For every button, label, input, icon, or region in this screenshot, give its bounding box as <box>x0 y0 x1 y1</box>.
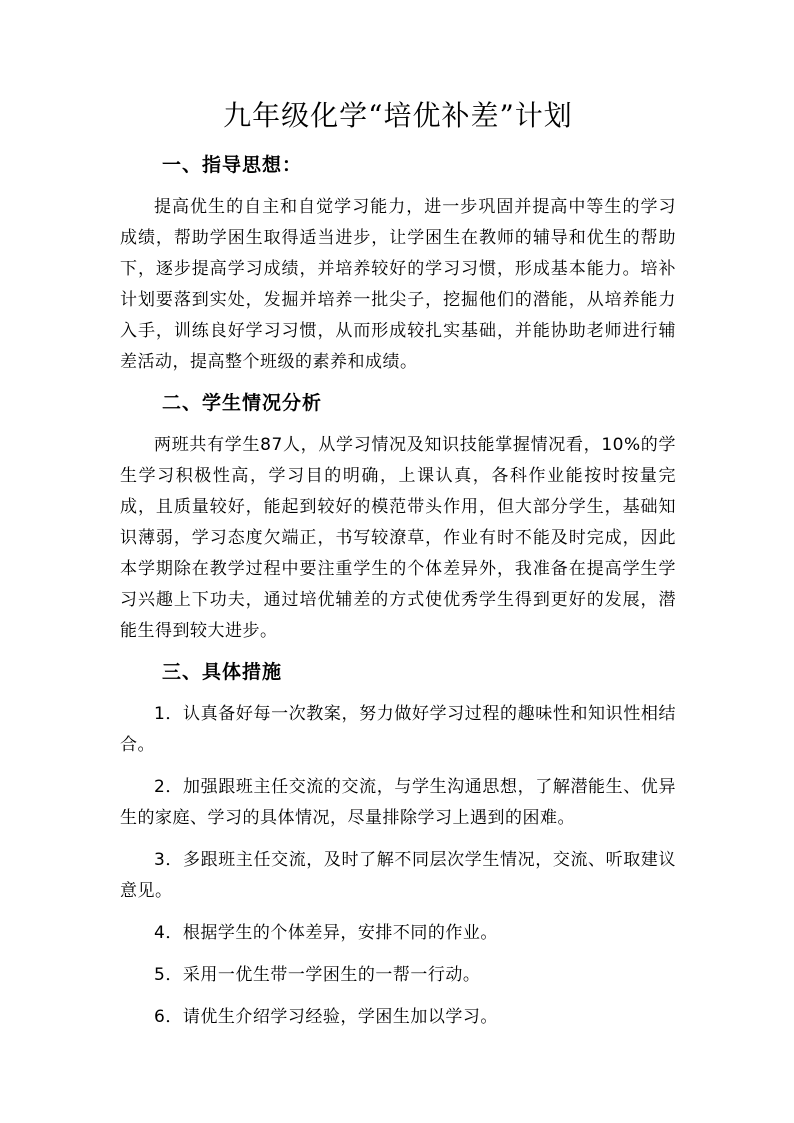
section-heading-guiding-ideology: 一、指导思想： <box>162 154 303 176</box>
section-paragraph-student-analysis: 两班共有学生87人，从学习情况及知识技能掌握情况看，10%的学生学习积极性高，学习目的明确，上课认真，各科作业能按时按量完成，且质量较好，能起到较好的模范带头作用，但大部分学生，基础知识薄弱，学习态度欠端正，书写较潦草，作业有时不能及时完成，因此本学期除在教学过程中要注重学生的个体差异外，我准备在提高学生学习兴趣上下功夫，通过培优辅差的方式使优秀学生得到更好的发展，潜能生得到较大进步。 <box>120 435 676 641</box>
measure-item-2: 2．加强跟班主任交流的交流，与学生沟通思想，了解潜能生、优异生的家庭、学习的具体情况，尽量排除学习上遇到的困难。 <box>120 777 676 828</box>
section-paragraph-guiding-ideology: 提高优生的自主和自觉学习能力，进一步巩固并提高中等生的学习成绩，帮助学困生取得适当进步，让学困生在教师的辅导和优生的帮助下，逐步提高学习成绩，并培养较好的学习习惯，形成基本能力。培补计划要落到实处，发掘并培养一批尖子，挖掘他们的潜能，从培养能力入手，训练良好学习习惯，从而形成较扎实基础，并能协助老师进行辅差活动，提高整个班级的素养和成绩。 <box>120 197 676 372</box>
page-title: 九年级化学“培优补差”计划 <box>223 99 573 132</box>
measure-item-3: 3．多跟班主任交流，及时了解不同层次学生情况，交流、听取建议意见。 <box>120 850 676 901</box>
measure-item-4: 4．根据学生的个体差异，安排不同的作业。 <box>154 923 498 943</box>
measure-item-6: 6．请优生介绍学习经验，学困生加以学习。 <box>154 1007 498 1027</box>
section-heading-student-analysis: 二、学生情况分析 <box>162 392 323 414</box>
measure-item-5: 5．采用一优生带一学困生的一帮一行动。 <box>154 965 481 985</box>
measure-item-1: 1．认真备好每一次教案，努力做好学习过程的趣味性和知识性相结合。 <box>120 704 676 755</box>
section-heading-measures: 三、具体措施 <box>162 661 283 683</box>
